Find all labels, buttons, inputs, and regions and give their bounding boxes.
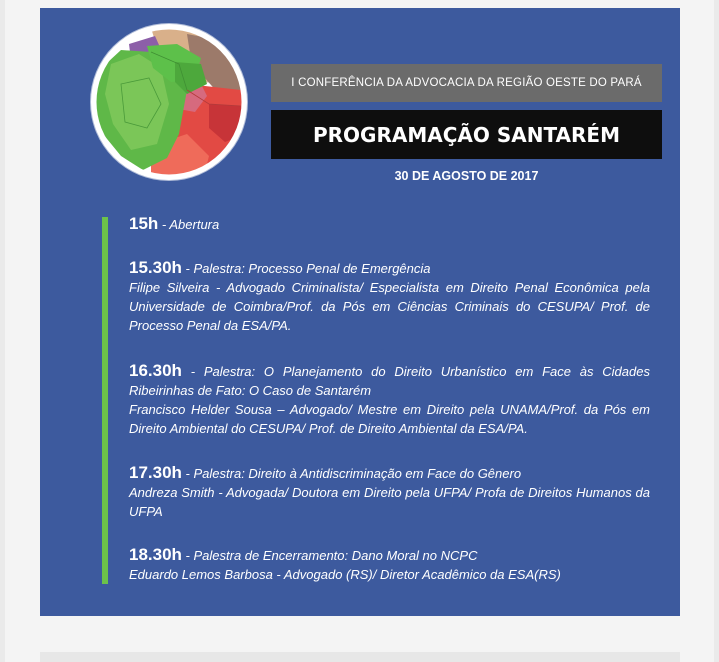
schedule-separator: - [181,466,194,481]
schedule-time: 18.30h [129,545,182,564]
schedule-talk: Palestra: Processo Penal de Emergência [193,261,431,276]
schedule-separator: - [158,217,170,232]
schedule-talk: Palestra de Encerramento: Dano Moral no NCPC [193,548,478,563]
schedule-talk: Palestra: O Planejamento do Direito Urbanístico em Face às Cidades Ribeirinhas de Fato: O Caso de Santarém [129,364,650,398]
event-date: 30 DE AGOSTO DE 2017 [394,169,539,183]
schedule-item [129,545,650,584]
conference-name: I CONFERÊNCIA DA ADVOCACIA DA REGIÃO OESTE DO PARÁ [271,64,662,102]
page-title: PROGRAMAÇÃO SANTARÉM [271,110,662,159]
schedule-time: 15.30h [129,258,182,277]
schedule-speaker: Andreza Smith - Advogada/ Doutora em Direito pela UFPA/ Profa de Direitos Humanos da UFPA [129,485,650,519]
schedule-speaker: Eduardo Lemos Barbosa - Advogado (RS)/ Diretor Acadêmico da ESA(RS) [129,567,561,582]
para-region-map-icon [91,24,247,180]
schedule-item [129,258,650,335]
schedule-time: 17.30h [129,463,182,482]
schedule-speaker: Filipe Silveira - Advogado Criminalista/ Especialista em Direito Penal Econômica pela Universidade de Coimbra/Prof. da Pós em Ciências Criminais do CESUPA/ Prof. de Processo Penal da ESA/PA. [129,280,650,333]
divider [40,652,680,662]
schedule-item [129,361,650,438]
schedule-time: 15h [129,214,159,233]
page-frame-left [0,0,5,662]
schedule-talk: Abertura [169,217,220,232]
event-poster [40,8,680,616]
schedule-talk: Palestra: Direito à Antidiscriminação em Face do Gênero [193,466,522,481]
schedule-separator: - [181,261,194,276]
page-frame-right [714,0,719,662]
schedule-item [129,463,650,521]
schedule-separator: - [181,364,204,379]
schedule-time: 16.30h [129,361,182,380]
schedule-separator: - [181,548,194,563]
schedule-item [129,214,650,234]
timeline-bar [102,217,108,584]
schedule-speaker: Francisco Helder Sousa – Advogado/ Mestre em Direito pela UNAMA/Prof. da Pós em Direito Ambiental do CESUPA/ Prof. de Direito Ambiental da ESA/PA. [129,402,650,436]
